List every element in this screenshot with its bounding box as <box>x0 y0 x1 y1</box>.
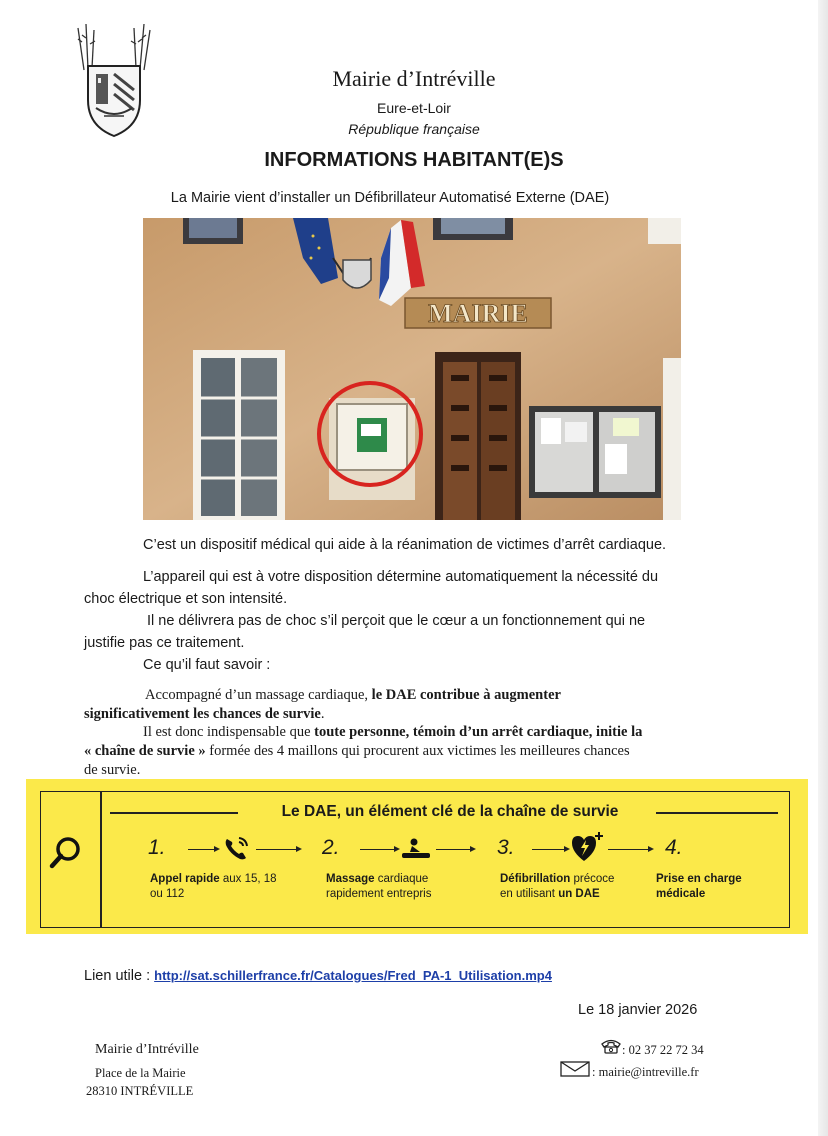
step-3-line-2-b: un DAE <box>558 888 600 900</box>
town-title: Mairie d’Intréville <box>332 66 496 91</box>
paragraph-6-part-b: toute personne, témoin d’un arrêt cardiaque, initie la <box>314 724 643 740</box>
chain-box-divider <box>100 791 102 928</box>
paragraph-4: Ce qu’il faut savoir : <box>143 657 271 673</box>
paragraph-5-part-b: le DAE contribue à augmenter <box>371 687 561 703</box>
step-3-arrow-in <box>532 849 568 850</box>
step-3-line-1 <box>500 872 614 887</box>
paragraph-6-line-1 <box>143 723 642 742</box>
step-4-line-2-bold: médicale <box>656 888 706 900</box>
step-3-line-2-a: en utilisant <box>500 888 559 900</box>
step-1-line-1 <box>150 872 277 887</box>
step-4-bold: Prise en charge <box>656 873 742 885</box>
cpr-icon <box>400 838 432 860</box>
footer-org: Mairie d’Intréville <box>95 1042 199 1057</box>
paragraph-6-part-a: Il est donc indispensable que <box>143 724 315 740</box>
step-3-bold: Défibrillation <box>500 873 571 885</box>
footer-address-1: Place de la Mairie <box>95 1066 186 1080</box>
step-1-rest: aux 15, 18 <box>219 873 277 885</box>
chain-title: Le DAE, un élément clé de la chaîne de survie <box>281 803 619 820</box>
step-1-arrow-out <box>256 849 300 850</box>
step-3-rest: précoce <box>570 873 615 885</box>
step-2-number: 2. <box>322 836 340 859</box>
heart-shock-icon <box>570 830 606 864</box>
useful-link-label: Lien utile : <box>84 968 155 984</box>
paragraph-6-line-3: de survie. <box>84 762 141 778</box>
useful-link-row <box>84 968 552 984</box>
step-3-number: 3. <box>497 836 515 859</box>
phone-icon <box>222 834 252 862</box>
magnifier-icon <box>48 834 84 870</box>
step-1-text <box>150 872 277 902</box>
paragraph-2-line-2: choc électrique et son intensité. <box>84 591 288 607</box>
paragraph-2-line-1: L’appareil qui est à votre disposition détermine automatiquement la nécessité du <box>143 569 659 585</box>
telephone-icon <box>600 1038 622 1054</box>
paragraph-5-part-a: Accompagné d’un massage cardiaque, <box>145 687 372 703</box>
step-4-number: 4. <box>665 836 683 859</box>
paragraph-5-part-d: . <box>320 706 325 722</box>
step-1-number: 1. <box>148 836 166 859</box>
mairie-sign-text: MAIRIE <box>428 299 528 328</box>
step-2-text <box>326 872 431 902</box>
paragraph-6-line-2 <box>84 742 630 761</box>
paragraph-5-part-c: significativement les chances de survie <box>84 706 321 722</box>
mail-icon <box>560 1061 590 1077</box>
step-1-line-2: ou 112 <box>150 888 185 900</box>
paragraph-5-line-2 <box>84 705 324 724</box>
step-1-arrow-in <box>188 849 218 850</box>
step-3-text <box>500 872 614 902</box>
step-2-line-2: rapidement entrepris <box>326 888 432 900</box>
video-link[interactable]: http://sat.schillerfrance.fr/Catalogues/Fred_PA-1_Utilisation.mp4 <box>154 968 552 983</box>
paragraph-3-line-1: Il ne délivrera pas de choc s’il perçoit que le cœur a un fonctionnement qui ne <box>147 613 646 629</box>
document-date: Le 18 janvier 2026 <box>578 1002 698 1018</box>
step-4-line-2 <box>656 887 742 902</box>
step-1-bold: Appel rapide <box>150 873 220 885</box>
republic-label: République française <box>348 121 480 137</box>
paragraph-5-line-1 <box>145 686 561 705</box>
step-2-arrow-in <box>360 849 398 850</box>
footer-address-2: 28310 INTRÉVILLE <box>86 1084 194 1098</box>
step-2-bold: Massage <box>326 873 375 885</box>
paragraph-6-part-c: « chaîne de survie » <box>84 743 206 759</box>
step-2-line-1 <box>326 872 431 887</box>
department-label: Eure-et-Loir <box>377 100 451 116</box>
step-2-rest: cardiaque <box>374 873 429 885</box>
step-4-line-1 <box>656 872 742 887</box>
step-4-text <box>656 872 742 902</box>
paragraph-6-part-d: formée des 4 maillons qui procurent aux victimes les meilleures chances <box>205 743 630 759</box>
footer-email: : mairie@intreville.fr <box>592 1065 699 1079</box>
intro-text: La Mairie vient d’installer un Défibrillateur Automatisé Externe (DAE) <box>170 190 610 206</box>
step-2-arrow-out <box>436 849 474 850</box>
town-hall-photo <box>143 218 681 520</box>
step-3-line-2 <box>500 887 614 902</box>
page-headline: INFORMATIONS HABITANT(E)S <box>264 149 564 171</box>
paragraph-1: C’est un dispositif médical qui aide à la réanimation de victimes d’arrêt cardiaque. <box>143 537 667 553</box>
paragraph-3-line-2: justifie pas ce traitement. <box>84 635 245 651</box>
step-3-arrow-out <box>608 849 652 850</box>
footer-phone: : 02 37 22 72 34 <box>622 1043 704 1057</box>
